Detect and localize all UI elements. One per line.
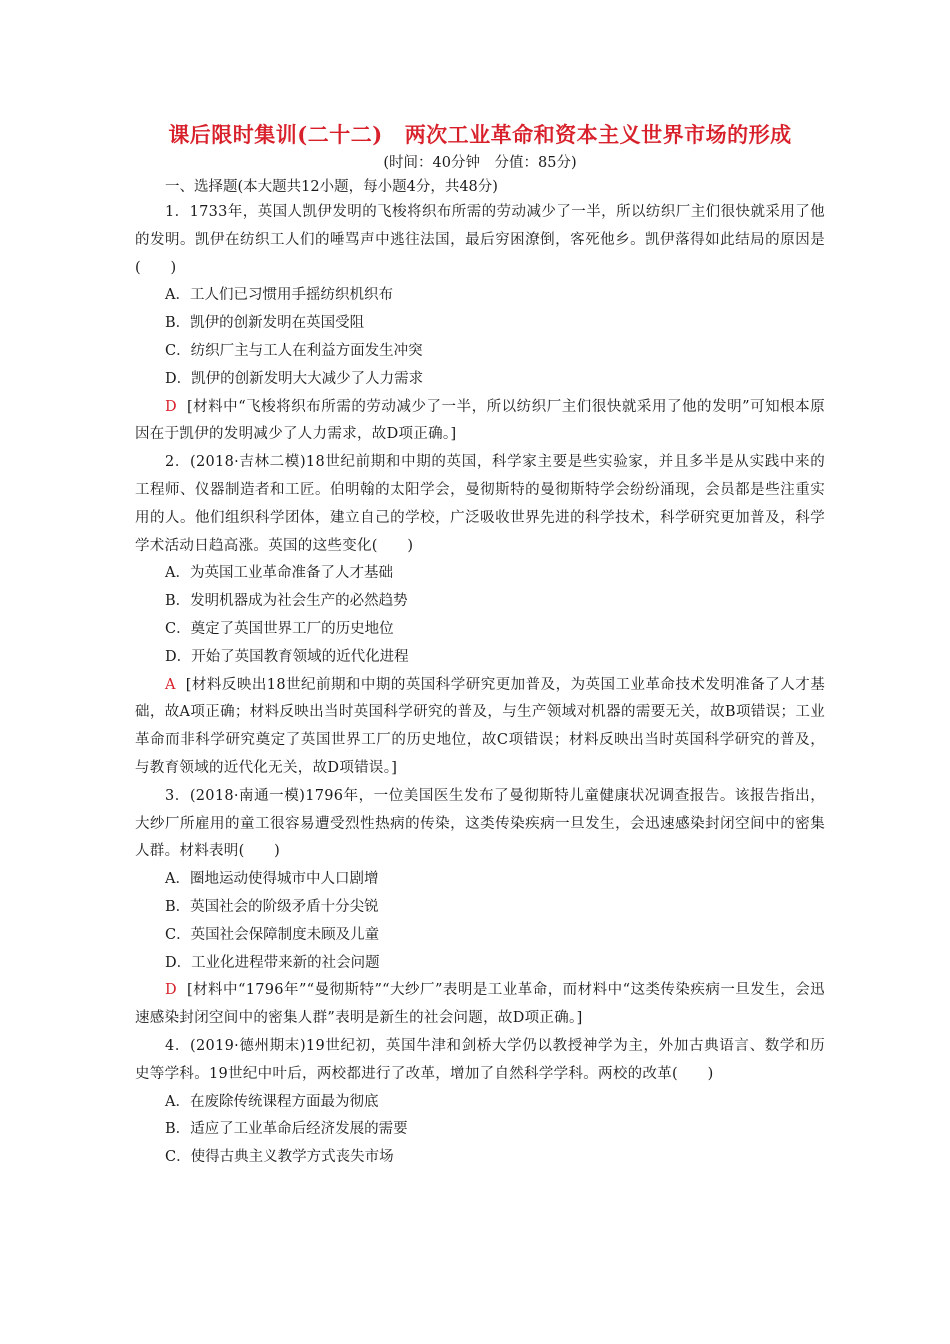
answer-key: D (165, 398, 177, 415)
option-c: C．纺织厂主与工人在利益方面发生冲突 (165, 342, 423, 359)
answer-text: [材料中“飞梭将织布所需的劳动减少了一半，所以纺织厂主们很快就采用了他的发明”可知根本原因在于凯伊的发明减少了人力需求，故D项正确。] (135, 398, 825, 443)
page-title (135, 118, 825, 152)
question-2 (135, 449, 825, 783)
answer-text: [材料反映出18世纪前期和中期的英国科学研究更加普及，为英国工业革命技术发明准备了人才基础，故A项正确；材料反映出当时英国科学研究的普及，与生产领域对机器的需要无关，故B项错误；工业革命而非科学研究奠定了英国世界工厂的历史地位，故C项错误；材料反映出当时英国科学研究的普及，与教育领域的近代化无关，故D项错误。] (135, 676, 825, 776)
option-a: A．在废除传统课程方面最为彻底 (165, 1093, 379, 1110)
option-c: C．英国社会保障制度未顾及儿童 (165, 926, 380, 943)
answer-explanation (135, 672, 825, 783)
option-d: D．工业化进程带来新的社会问题 (165, 954, 380, 971)
option-c: C．奠定了英国世界工厂的历史地位 (165, 620, 394, 637)
question-stem: 4．(2019·德州期末)19世纪初，英国牛津和剑桥大学仍以教授神学为主，外加古典语言、数学和历史等学科。19世纪中叶后，两校都进行了改革，增加了自然科学学科。两校的改革( ) (135, 1037, 825, 1082)
option-b: B．发明机器成为社会生产的必然趋势 (165, 593, 408, 610)
title-series: 课后限时集训(二十二) (168, 122, 383, 147)
title-topic: 两次工业革命和资本主义世界市场的形成 (404, 122, 792, 147)
option-b: B．英国社会的阶级矛盾十分尖锐 (165, 898, 379, 915)
option-a: A．为英国工业革命准备了人才基础 (165, 565, 393, 582)
option-c: C．使得古典主义教学方式丧失市场 (165, 1149, 394, 1166)
answer-key: A (165, 676, 176, 693)
option-a: A．圈地运动使得城市中人口剧增 (165, 871, 379, 888)
exam-meta: (时间：40分钟 分值：85分) (383, 155, 577, 171)
document-page (135, 118, 825, 1172)
option-d: D．凯伊的创新发明大大减少了人力需求 (165, 370, 424, 387)
question-3 (135, 783, 825, 1033)
question-stem: 1．1733年，英国人凯伊发明的飞梭将织布所需的劳动减少了一半，所以纺织厂主们很快就采用了他的发明。凯伊在纺织工人们的唾骂声中逃往法国，最后穷困潦倒，客死他乡。凯伊落得如此结局的原因是( ) (135, 204, 825, 276)
question-4 (135, 1033, 825, 1172)
option-d: D．开始了英国教育领域的近代化进程 (165, 648, 409, 665)
answer-explanation (135, 394, 825, 450)
section-heading: 一、选择题(本大题共12小题，每小题4分，共48分) (165, 179, 498, 195)
option-b: B．适应了工业革命后经济发展的需要 (165, 1121, 408, 1138)
answer-key: D (165, 982, 177, 999)
question-stem: 3．(2018·南通一模)1796年，一位美国医生发布了曼彻斯特儿童健康状况调查报告。该报告指出，大纱厂所雇用的童工很容易遭受烈性热病的传染，这类传染疾病一旦发生，会迅速感染封闭空间中的密集人群。材料表明( ) (135, 787, 825, 860)
answer-text: [材料中“1796年”“曼彻斯特”“大纱厂”表明是工业革命，而材料中“这类传染疾病一旦发生，会迅速感染封闭空间中的密集人群”表明是新生的社会问题，故D项正确。] (135, 982, 825, 1027)
option-a: A．工人们已习惯用手摇纺织机织布 (165, 287, 393, 304)
question-stem: 2．(2018·吉林二模)18世纪前期和中期的英国，科学家主要是些实验家，并且多半是从实践中来的工程师、仪器制造者和工匠。伯明翰的太阳学会，曼彻斯特的曼彻斯特学会纷纷涌现，会员都是些注重实用的人。他们组织科学团体，建立自己的学校，广泛吸收世界先进的科学技术，科学研究更加普及，科学学术活动日趋高涨。英国的这些变化( ) (135, 454, 825, 554)
option-b: B．凯伊的创新发明在英国受阻 (165, 315, 365, 332)
question-1 (135, 199, 825, 449)
answer-explanation (135, 977, 825, 1033)
